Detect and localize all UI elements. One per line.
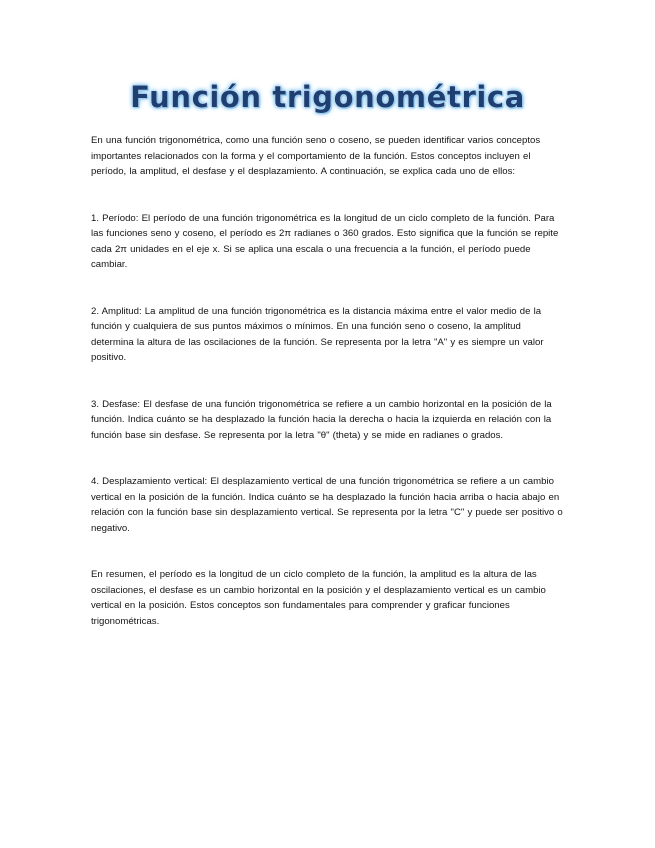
paragraph-spacer: [91, 443, 563, 474]
desplazamiento-vertical-paragraph: 4. Desplazamiento vertical: El desplazamiento vertical de una función trigonométrica se refiere a un cambio vertical en la posición de la función. Indica cuánto se ha desplazado la función hacia arriba o hacia abajo en relación con la función base sin desplazamiento vertical. Se representa por la letra "C" y puede ser positivo o negativo.: [91, 476, 563, 534]
paragraph-spacer: [91, 180, 563, 211]
page-title: Función trigonométrica: [130, 80, 525, 114]
paragraph-spacer: [91, 366, 563, 397]
intro-paragraph: En una función trigonométrica, como una función seno o coseno, se pueden identificar varios conceptos importantes relacionados con la forma y el comportamiento de la función. Estos conceptos incluyen el período, la amplitud, el desfase y el desplazamiento. A continuación, se explica cada uno de ellos:: [91, 135, 541, 177]
periodo-paragraph: 1. Período: El período de una función trigonométrica es la longitud de un ciclo completo de la función. Para las funciones seno y coseno, el período es 2π radianes o 360 grados. Esto significa que la función se repite cada 2π unidades en el eje x. Si se aplica una escala o una frecuencia a la función, el período puede cambiar.: [91, 212, 559, 270]
amplitud-paragraph: 2. Amplitud: La amplitud de una función trigonométrica es la distancia máxima entre el valor medio de la función y cualquiera de sus puntos máximos o mínimos. En una función seno o coseno, la amplitud determina la altura de las oscilaciones de la función. Se representa por la letra "A" y es siempre un valor positivo.: [91, 305, 544, 363]
paragraph-spacer: [91, 536, 563, 567]
desfase-paragraph: 3. Desfase: El desfase de una función trigonométrica se refiere a un cambio horizontal en la posición de la función. Indica cuánto se ha desplazado la función hacia la derecha o hacia la izquierda en relación con la función base sin desfase. Se representa por la letra "θ" (theta) y se mide en radianes o grados.: [91, 398, 552, 441]
document-body: [91, 133, 563, 629]
summary-paragraph: En resumen, el período es la longitud de un ciclo completo de la función, la amplitud es la altura de las oscilaciones, el desfase es un cambio horizontal en la posición y el desplazamiento vertical es un cambio vertical en la posición. Estos conceptos son fundamentales para comprender y graficar funciones trigonométricas.: [91, 569, 546, 627]
paragraph-spacer: [91, 273, 563, 304]
